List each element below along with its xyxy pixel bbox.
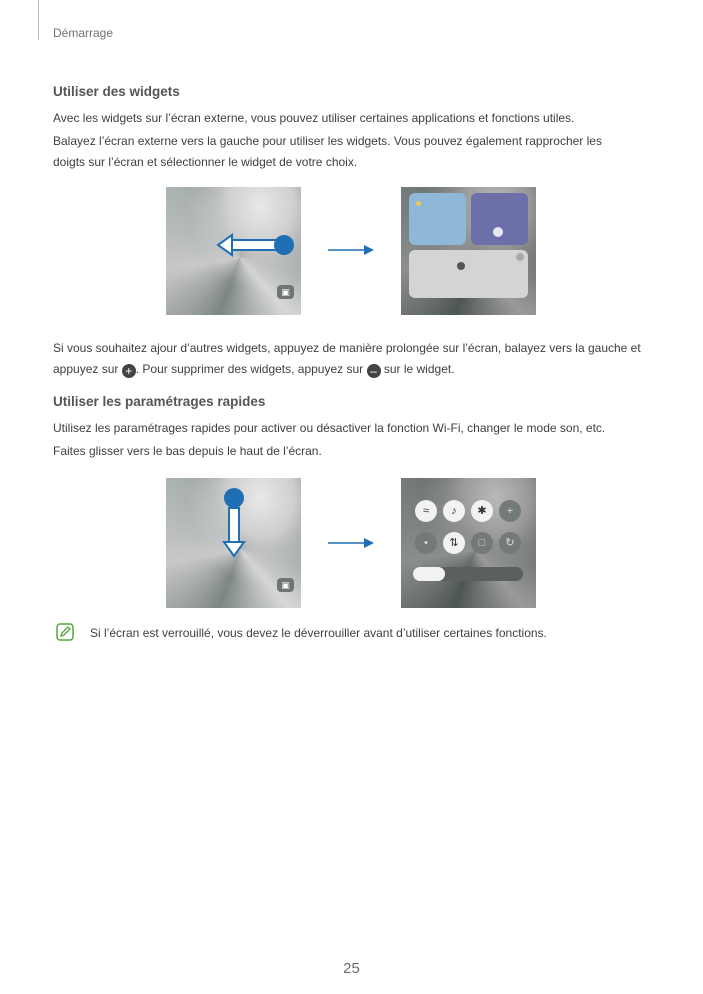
minus-circle-icon: – [367, 364, 381, 378]
screenshot-icon: □ [471, 532, 493, 554]
section-heading-widgets: Utiliser des widgets [53, 84, 180, 99]
wifi-icon: ≈ [415, 500, 437, 522]
page-edge-rule [38, 0, 39, 40]
sound-icon: ♪ [443, 500, 465, 522]
swipe-down-gesture-icon [222, 486, 246, 558]
note-pencil-icon [56, 623, 74, 641]
quick-settings-paragraph-1: Utilisez les paramétrages rapides pour activer ou désactiver la fonction Wi-Fi, changer le mode son, etc. [53, 421, 606, 435]
weather-widget [409, 193, 466, 245]
cover-screen-quick-settings [401, 478, 536, 608]
calendar-widget [409, 250, 528, 298]
chapter-title: Démarrage [53, 26, 114, 40]
camera-shortcut-icon: ▣ [277, 285, 294, 299]
brightness-slider [413, 567, 523, 581]
widgets-paragraph-3-part-3: sur le widget. [380, 362, 455, 376]
widgets-paragraph-3 [53, 338, 653, 380]
mobile-data-icon: ⇅ [443, 532, 465, 554]
sync-icon: ↻ [499, 532, 521, 554]
plus-circle-icon: + [122, 364, 136, 378]
cover-screen-home-2 [166, 478, 301, 608]
camera-shortcut-icon: ▣ [277, 578, 294, 592]
flow-arrow-icon [328, 537, 374, 549]
note-text: Si l’écran est verrouillé, vous devez le déverrouiller avant d’utiliser certaines fonctions. [90, 626, 547, 640]
bluetooth-icon: ✱ [471, 500, 493, 522]
widgets-paragraph-3-part-1: Si vous souhaitez ajour d’autres widgets, appuyez de manière prolongée sur l’écran, balayez vers la gauche et appuyez sur [53, 341, 641, 376]
section-heading-quick-settings: Utiliser les paramétrages rapides [53, 394, 266, 409]
media-widget [471, 193, 528, 245]
swipe-left-gesture-icon [216, 233, 296, 257]
quick-settings-paragraph-2: Faites glisser vers le bas depuis le haut de l’écran. [53, 444, 322, 458]
page-number: 25 [343, 960, 360, 977]
widgets-paragraph-2: Balayez l’écran externe vers la gauche pour utiliser les widgets. Vous pouvez également rapprocher les doigts sur l’écran et sélectionner le widget de votre choix. [53, 134, 602, 169]
cover-screen-home [166, 187, 301, 315]
widgets-paragraph-3-part-2: . Pour supprimer des widgets, appuyez sur [135, 362, 367, 376]
widgets-paragraph-1: Avec les widgets sur l’écran externe, vous pouvez utiliser certaines applications et fonctions utiles. [53, 111, 575, 125]
flashlight-icon: • [415, 532, 437, 554]
add-icon: + [499, 500, 521, 522]
flow-arrow-icon [328, 244, 374, 256]
cover-screen-widgets [401, 187, 536, 315]
